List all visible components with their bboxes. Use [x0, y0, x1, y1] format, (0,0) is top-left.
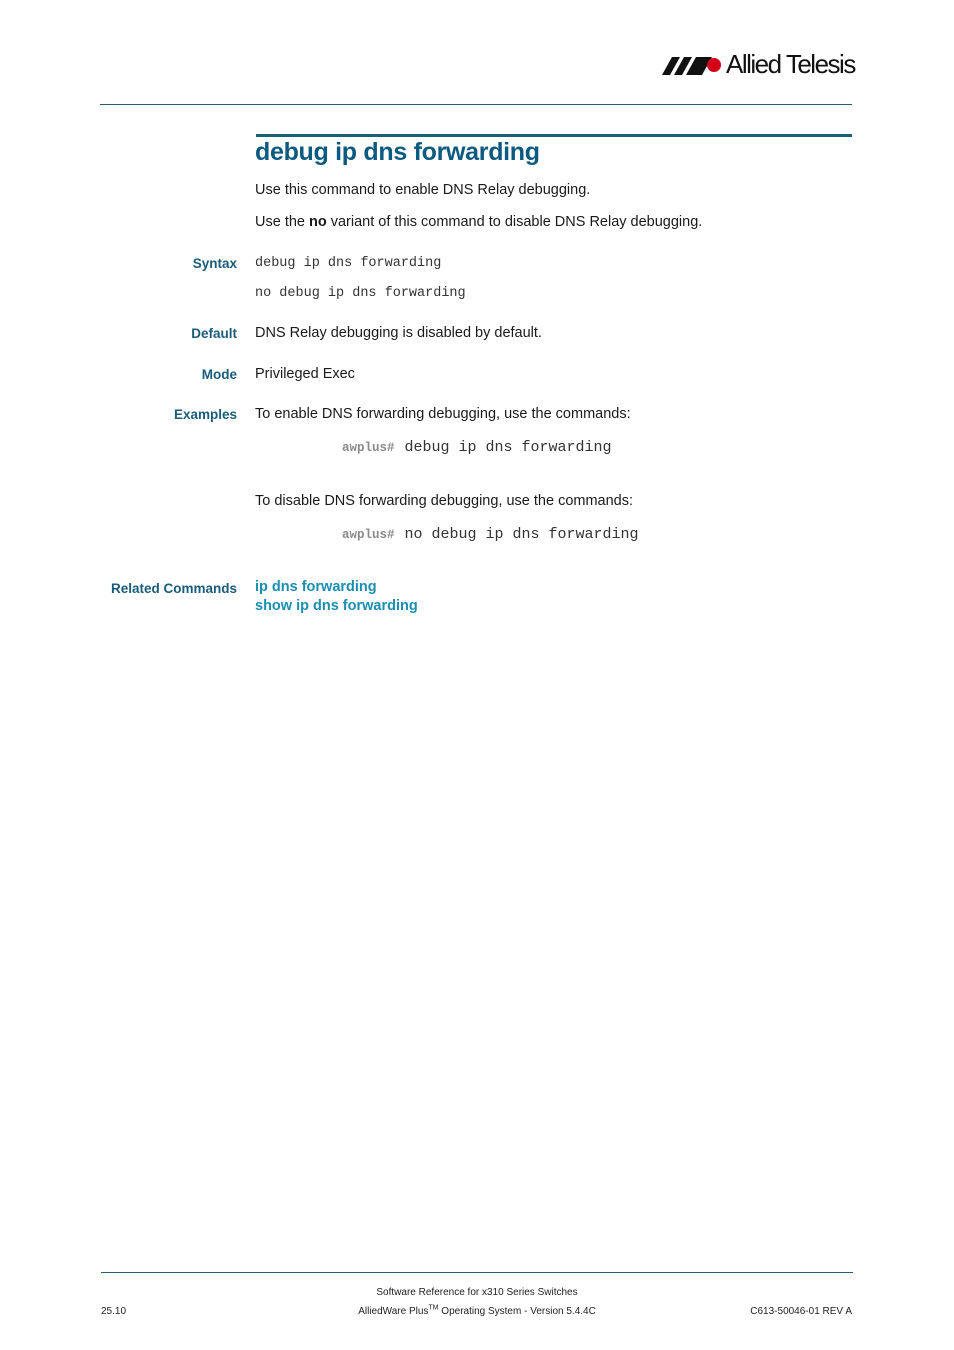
- example-2-prompt: awplus#: [342, 528, 395, 542]
- document-id: C613-50046-01 REV A: [750, 1306, 852, 1317]
- related-commands-label: Related Commands: [110, 581, 237, 596]
- trademark-symbol: TM: [428, 1304, 439, 1312]
- default-label: Default: [191, 326, 237, 341]
- page-title: debug ip dns forwarding: [255, 138, 540, 166]
- example-1-text: To enable DNS forwarding debugging, use the commands:: [255, 406, 631, 422]
- allied-telesis-logo: [662, 50, 854, 80]
- example-2-code: [342, 526, 639, 544]
- footer-product: AlliedWare Plus: [358, 1306, 429, 1317]
- related-commands-list: [255, 578, 418, 616]
- intro-line-2: [255, 213, 702, 231]
- example-2-text: To disable DNS forwarding debugging, use the commands:: [255, 493, 634, 509]
- examples-label: Examples: [173, 407, 237, 422]
- intro-line-1: Use this command to enable DNS Relay debugging.: [255, 182, 591, 198]
- title-rule: [256, 134, 852, 137]
- default-text: DNS Relay debugging is disabled by default.: [255, 325, 542, 341]
- syntax-label: Syntax: [192, 256, 237, 271]
- footer-divider: [101, 1272, 853, 1273]
- header-divider: [100, 104, 852, 105]
- example-2-command: no debug ip dns forwarding: [404, 526, 639, 543]
- syntax-line-2: no debug ip dns forwarding: [255, 286, 466, 301]
- related-link-ip-dns-forwarding[interactable]: ip dns forwarding: [255, 579, 377, 595]
- mode-text: Privileged Exec: [255, 366, 355, 382]
- related-link-show-ip-dns-forwarding[interactable]: show ip dns forwarding: [255, 598, 418, 614]
- intro-line-2-post: variant of this command to disable DNS Relay debugging.: [326, 214, 703, 230]
- example-1-prompt: awplus#: [342, 441, 395, 455]
- syntax-line-1: debug ip dns forwarding: [255, 256, 442, 271]
- page-number: 25.10: [101, 1306, 127, 1317]
- mode-label: Mode: [201, 367, 237, 382]
- intro-line-2-pre: Use the: [255, 214, 309, 230]
- example-1-command: debug ip dns forwarding: [404, 439, 612, 456]
- example-1-code: [342, 439, 612, 457]
- logo-mark-icon: [662, 53, 724, 79]
- footer-line-1: Software Reference for x310 Series Switches: [376, 1287, 578, 1298]
- footer-version: Operating System - Version 5.4.4C: [438, 1306, 596, 1317]
- logo-text: Allied Telesis: [726, 49, 855, 79]
- no-keyword: no: [309, 214, 327, 230]
